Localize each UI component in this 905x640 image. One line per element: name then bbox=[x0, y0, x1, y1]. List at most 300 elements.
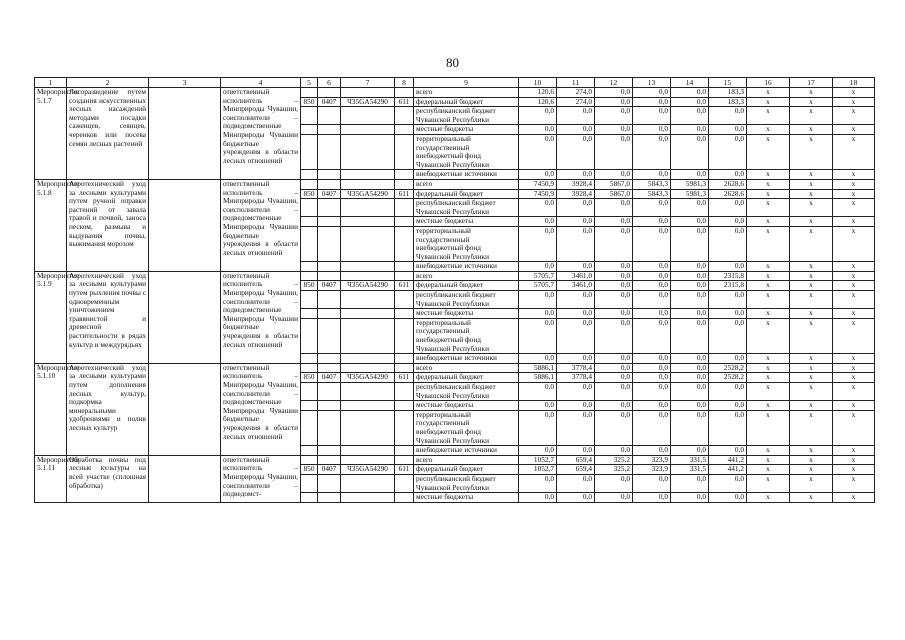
column-number-10: 10 bbox=[519, 78, 557, 88]
value-cell: x bbox=[747, 134, 790, 169]
budget-code-4: 611 bbox=[395, 465, 414, 475]
column-number-3: 3 bbox=[149, 78, 221, 88]
value-cell: 0,0 bbox=[633, 363, 671, 373]
code-cell bbox=[341, 291, 395, 309]
empty-cell bbox=[149, 179, 221, 271]
value-cell: 0,0 bbox=[633, 125, 671, 135]
value-cell: x bbox=[833, 134, 875, 169]
code-cell bbox=[318, 226, 341, 261]
column-numbers-row bbox=[35, 78, 875, 88]
funding-source: местные бюджеты bbox=[414, 125, 519, 135]
value-cell: 5843,3 bbox=[633, 179, 671, 189]
column-number-7: 7 bbox=[341, 78, 395, 88]
value-cell: 0,0 bbox=[671, 318, 709, 353]
value-cell: 0,0 bbox=[633, 474, 671, 492]
measure-id: Мероприятие 5.1.10 bbox=[35, 363, 67, 455]
funding-source: республиканский бюджет Чувашской Республики bbox=[414, 291, 519, 309]
funding-source: всего bbox=[414, 88, 519, 98]
measure-executor: ответственный исполнитель – Минприроды Чувашии, соисполнители – подведомственные Минприроды Чувашии бюджетные учреждения в области лесных отношений bbox=[221, 179, 301, 271]
funding-source: всего bbox=[414, 179, 519, 189]
value-cell: 5705,7 bbox=[519, 281, 557, 291]
value-cell: x bbox=[790, 271, 833, 281]
code-cell bbox=[341, 493, 395, 503]
value-cell: 0,0 bbox=[595, 493, 633, 503]
value-cell: x bbox=[833, 446, 875, 456]
value-cell: 659,4 bbox=[557, 465, 595, 475]
value-cell: 0,0 bbox=[519, 107, 557, 125]
code-cell bbox=[301, 262, 318, 272]
value-cell: 0,0 bbox=[595, 199, 633, 217]
budget-code-3: Ч35GA54290 bbox=[341, 281, 395, 291]
value-cell: 323,9 bbox=[633, 455, 671, 465]
value-cell: 0,0 bbox=[671, 373, 709, 383]
code-cell bbox=[318, 291, 341, 309]
value-cell: x bbox=[747, 262, 790, 272]
code-cell bbox=[301, 410, 318, 445]
value-cell: 0,0 bbox=[671, 383, 709, 401]
code-cell bbox=[301, 318, 318, 353]
value-cell: 0,0 bbox=[519, 383, 557, 401]
value-cell: 0,0 bbox=[709, 383, 747, 401]
page-number: 80 bbox=[446, 55, 459, 70]
value-cell: 0,0 bbox=[671, 401, 709, 411]
code-cell bbox=[318, 354, 341, 364]
code-cell bbox=[341, 401, 395, 411]
value-cell: 274,0 bbox=[557, 97, 595, 107]
value-cell: 0,0 bbox=[633, 97, 671, 107]
value-cell: 5981,3 bbox=[671, 179, 709, 189]
value-cell: x bbox=[790, 199, 833, 217]
value-cell: 0,0 bbox=[709, 309, 747, 319]
value-cell: 0,0 bbox=[519, 318, 557, 353]
value-cell: x bbox=[747, 179, 790, 189]
value-cell: x bbox=[747, 465, 790, 475]
code-cell bbox=[395, 107, 414, 125]
code-cell bbox=[301, 383, 318, 401]
code-cell bbox=[341, 446, 395, 456]
code-cell bbox=[301, 493, 318, 503]
value-cell: 0,0 bbox=[595, 217, 633, 227]
value-cell: 0,0 bbox=[595, 363, 633, 373]
table-row bbox=[35, 179, 875, 189]
code-cell bbox=[341, 217, 395, 227]
code-cell bbox=[318, 474, 341, 492]
code-cell bbox=[395, 493, 414, 503]
value-cell: x bbox=[747, 354, 790, 364]
value-cell: 0,0 bbox=[595, 271, 633, 281]
funding-source: территориальный государственный внебюджетный фонд Чувашской Республики bbox=[414, 318, 519, 353]
value-cell: x bbox=[790, 474, 833, 492]
value-cell: 0,0 bbox=[671, 410, 709, 445]
value-cell: 0,0 bbox=[633, 88, 671, 98]
value-cell: x bbox=[790, 309, 833, 319]
value-cell: 0,0 bbox=[671, 474, 709, 492]
code-cell bbox=[341, 262, 395, 272]
code-cell bbox=[301, 474, 318, 492]
measure-name: Агротехнический уход за лесными культурами путем дополнения лесных культур, подкормка минеральными удобрениями и полив лесных культур bbox=[67, 363, 149, 455]
value-cell: x bbox=[833, 189, 875, 199]
value-cell: x bbox=[747, 493, 790, 503]
value-cell: 0,0 bbox=[671, 226, 709, 261]
value-cell: 0,0 bbox=[633, 199, 671, 217]
value-cell: 0,0 bbox=[557, 318, 595, 353]
value-cell: 0,0 bbox=[709, 170, 747, 180]
budget-code-4: 611 bbox=[395, 373, 414, 383]
value-cell: x bbox=[747, 271, 790, 281]
value-cell: 0,0 bbox=[519, 134, 557, 169]
value-cell: x bbox=[747, 309, 790, 319]
value-cell: 0,0 bbox=[519, 354, 557, 364]
column-number-9: 9 bbox=[414, 78, 519, 88]
code-cell bbox=[395, 262, 414, 272]
value-cell: x bbox=[747, 217, 790, 227]
value-cell: 0,0 bbox=[709, 226, 747, 261]
value-cell: 0,0 bbox=[557, 217, 595, 227]
code-cell bbox=[318, 179, 341, 189]
code-cell bbox=[341, 226, 395, 261]
budget-code-3: Ч35GA54290 bbox=[341, 373, 395, 383]
budget-code-1: 850 bbox=[301, 465, 318, 475]
column-number-4: 4 bbox=[221, 78, 301, 88]
column-number-2: 2 bbox=[67, 78, 149, 88]
code-cell bbox=[318, 217, 341, 227]
value-cell: 0,0 bbox=[709, 134, 747, 169]
value-cell: 0,0 bbox=[671, 134, 709, 169]
value-cell: 0,0 bbox=[709, 262, 747, 272]
code-cell bbox=[395, 226, 414, 261]
value-cell: 0,0 bbox=[633, 281, 671, 291]
value-cell: x bbox=[747, 97, 790, 107]
funding-source: местные бюджеты bbox=[414, 217, 519, 227]
funding-source: федеральный бюджет bbox=[414, 97, 519, 107]
value-cell: x bbox=[747, 318, 790, 353]
code-cell bbox=[301, 446, 318, 456]
value-cell: 0,0 bbox=[709, 125, 747, 135]
value-cell: x bbox=[833, 318, 875, 353]
value-cell: 2315,8 bbox=[709, 271, 747, 281]
value-cell: 0,0 bbox=[671, 291, 709, 309]
value-cell: 0,0 bbox=[519, 474, 557, 492]
program-funding-table bbox=[34, 77, 875, 503]
value-cell: 120,6 bbox=[519, 97, 557, 107]
code-cell bbox=[341, 179, 395, 189]
value-cell: x bbox=[790, 363, 833, 373]
code-cell bbox=[318, 107, 341, 125]
code-cell bbox=[395, 446, 414, 456]
measure-executor: ответственный исполнитель – Минприроды Чувашии, соисполнители – подведомст- bbox=[221, 455, 301, 502]
value-cell: 0,0 bbox=[557, 291, 595, 309]
funding-source: местные бюджеты bbox=[414, 309, 519, 319]
value-cell: 0,0 bbox=[709, 217, 747, 227]
value-cell: 0,0 bbox=[671, 363, 709, 373]
value-cell: x bbox=[790, 179, 833, 189]
code-cell bbox=[341, 199, 395, 217]
budget-code-3: Ч35GA54290 bbox=[341, 97, 395, 107]
value-cell: 0,0 bbox=[633, 217, 671, 227]
value-cell: 0,0 bbox=[671, 309, 709, 319]
value-cell: 0,0 bbox=[519, 170, 557, 180]
value-cell: x bbox=[833, 363, 875, 373]
value-cell: 325,2 bbox=[595, 455, 633, 465]
value-cell: 0,0 bbox=[709, 446, 747, 456]
value-cell: x bbox=[790, 134, 833, 169]
column-number-5: 5 bbox=[301, 78, 318, 88]
budget-code-1: 850 bbox=[301, 373, 318, 383]
funding-source: республиканский бюджет Чувашской Республики bbox=[414, 199, 519, 217]
value-cell: 0,0 bbox=[519, 401, 557, 411]
code-cell bbox=[318, 88, 341, 98]
value-cell: 0,0 bbox=[595, 383, 633, 401]
value-cell: x bbox=[747, 401, 790, 411]
funding-source: внебюджетные источники bbox=[414, 262, 519, 272]
funding-source: республиканский бюджет Чувашской Республики bbox=[414, 107, 519, 125]
value-cell: x bbox=[747, 226, 790, 261]
code-cell bbox=[301, 107, 318, 125]
value-cell: x bbox=[747, 88, 790, 98]
code-cell bbox=[301, 309, 318, 319]
value-cell: 0,0 bbox=[671, 271, 709, 281]
value-cell: 0,0 bbox=[519, 226, 557, 261]
measure-name: Обработка почвы под лесные культуры на всей участке (сплошная обработка) bbox=[67, 455, 149, 502]
measure-name: Агротехнический уход за лесными культурами путем ручной оправки растений от завала травой и почвой, заноса песком, размыва и выдувания почвы, выжимания морозом bbox=[67, 179, 149, 271]
code-cell bbox=[301, 199, 318, 217]
value-cell: 0,0 bbox=[557, 401, 595, 411]
budget-code-1: 850 bbox=[301, 97, 318, 107]
value-cell: x bbox=[747, 107, 790, 125]
value-cell: 3928,4 bbox=[557, 189, 595, 199]
code-cell bbox=[318, 199, 341, 217]
code-cell bbox=[395, 199, 414, 217]
value-cell: 0,0 bbox=[557, 170, 595, 180]
value-cell: 0,0 bbox=[595, 107, 633, 125]
code-cell bbox=[301, 125, 318, 135]
value-cell: 0,0 bbox=[633, 134, 671, 169]
value-cell: x bbox=[833, 474, 875, 492]
code-cell bbox=[341, 125, 395, 135]
budget-code-3: Ч35GA54290 bbox=[341, 189, 395, 199]
value-cell: x bbox=[747, 455, 790, 465]
code-cell bbox=[341, 354, 395, 364]
funding-source: республиканский бюджет Чувашской Республики bbox=[414, 383, 519, 401]
value-cell: 0,0 bbox=[557, 354, 595, 364]
value-cell: 0,0 bbox=[671, 446, 709, 456]
value-cell: x bbox=[790, 373, 833, 383]
value-cell: 7450,9 bbox=[519, 179, 557, 189]
table-row bbox=[35, 88, 875, 98]
code-cell bbox=[301, 354, 318, 364]
funding-source: федеральный бюджет bbox=[414, 281, 519, 291]
measure-id: Мероприятие 5.1.7 bbox=[35, 88, 67, 180]
value-cell: x bbox=[833, 226, 875, 261]
value-cell: 0,0 bbox=[519, 217, 557, 227]
value-cell: 0,0 bbox=[671, 170, 709, 180]
value-cell: 0,0 bbox=[671, 354, 709, 364]
value-cell: x bbox=[833, 291, 875, 309]
funding-source: федеральный бюджет bbox=[414, 189, 519, 199]
value-cell: x bbox=[747, 281, 790, 291]
measure-executor: ответственный исполнитель – Минприроды Чувашии, соисполнители – подведомственные Минприроды Чувашии бюджетные учреждения в области лесных отношений bbox=[221, 363, 301, 455]
code-cell bbox=[301, 88, 318, 98]
value-cell: 0,0 bbox=[633, 354, 671, 364]
value-cell: 0,0 bbox=[671, 281, 709, 291]
table-header bbox=[35, 78, 875, 88]
value-cell: x bbox=[747, 291, 790, 309]
value-cell: x bbox=[790, 226, 833, 261]
value-cell: 323,9 bbox=[633, 465, 671, 475]
code-cell bbox=[395, 134, 414, 169]
column-number-14: 14 bbox=[671, 78, 709, 88]
value-cell: 0,0 bbox=[595, 474, 633, 492]
code-cell bbox=[395, 354, 414, 364]
empty-cell bbox=[149, 363, 221, 455]
budget-code-2: 0407 bbox=[318, 373, 341, 383]
value-cell: 183,3 bbox=[709, 97, 747, 107]
code-cell bbox=[341, 88, 395, 98]
empty-cell bbox=[149, 88, 221, 180]
value-cell: 3461,0 bbox=[557, 271, 595, 281]
value-cell: 0,0 bbox=[633, 107, 671, 125]
code-cell bbox=[341, 107, 395, 125]
funding-source: всего bbox=[414, 363, 519, 373]
code-cell bbox=[318, 410, 341, 445]
value-cell: x bbox=[790, 455, 833, 465]
measure-id: Мероприятие 5.1.9 bbox=[35, 271, 67, 363]
column-number-16: 16 bbox=[747, 78, 790, 88]
code-cell bbox=[301, 179, 318, 189]
value-cell: x bbox=[790, 291, 833, 309]
code-cell bbox=[318, 383, 341, 401]
value-cell: 0,0 bbox=[633, 262, 671, 272]
code-cell bbox=[318, 170, 341, 180]
code-cell bbox=[318, 446, 341, 456]
value-cell: x bbox=[833, 383, 875, 401]
value-cell: x bbox=[747, 189, 790, 199]
code-cell bbox=[318, 401, 341, 411]
value-cell: x bbox=[833, 271, 875, 281]
value-cell: 325,2 bbox=[595, 465, 633, 475]
column-number-8: 8 bbox=[395, 78, 414, 88]
value-cell: 0,0 bbox=[709, 199, 747, 217]
value-cell: x bbox=[833, 373, 875, 383]
code-cell bbox=[318, 493, 341, 503]
value-cell: x bbox=[790, 318, 833, 353]
value-cell: 441,2 bbox=[709, 455, 747, 465]
code-cell bbox=[395, 474, 414, 492]
funding-source: территориальный государственный внебюджетный фонд Чувашской Республики bbox=[414, 134, 519, 169]
value-cell: 331,5 bbox=[671, 465, 709, 475]
value-cell: x bbox=[833, 410, 875, 445]
value-cell: 0,0 bbox=[709, 401, 747, 411]
value-cell: 0,0 bbox=[595, 309, 633, 319]
value-cell: 0,0 bbox=[709, 291, 747, 309]
value-cell: 2315,8 bbox=[709, 281, 747, 291]
value-cell: x bbox=[790, 107, 833, 125]
value-cell: x bbox=[833, 217, 875, 227]
value-cell: 0,0 bbox=[671, 262, 709, 272]
value-cell: 0,0 bbox=[633, 410, 671, 445]
value-cell: 5867,0 bbox=[595, 179, 633, 189]
measure-executor: ответственный исполнитель – Минприроды Чувашии, соисполнители – подведомственные Минприроды Чувашии бюджетные учреждения в области лесных отношений bbox=[221, 271, 301, 363]
column-number-11: 11 bbox=[557, 78, 595, 88]
value-cell: 441,2 bbox=[709, 465, 747, 475]
budget-code-2: 0407 bbox=[318, 97, 341, 107]
value-cell: 0,0 bbox=[557, 199, 595, 217]
value-cell: 0,0 bbox=[671, 125, 709, 135]
value-cell: 0,0 bbox=[671, 493, 709, 503]
value-cell: 0,0 bbox=[557, 107, 595, 125]
value-cell: x bbox=[790, 493, 833, 503]
value-cell: 0,0 bbox=[595, 373, 633, 383]
value-cell: 0,0 bbox=[709, 493, 747, 503]
value-cell: 0,0 bbox=[595, 354, 633, 364]
value-cell: 5886,1 bbox=[519, 363, 557, 373]
code-cell bbox=[301, 170, 318, 180]
value-cell: 0,0 bbox=[519, 446, 557, 456]
value-cell: 0,0 bbox=[671, 88, 709, 98]
value-cell: 5867,0 bbox=[595, 189, 633, 199]
value-cell: 120,6 bbox=[519, 88, 557, 98]
value-cell: x bbox=[747, 474, 790, 492]
value-cell: 0,0 bbox=[633, 309, 671, 319]
value-cell: x bbox=[747, 410, 790, 445]
value-cell: x bbox=[790, 125, 833, 135]
value-cell: 1052,7 bbox=[519, 465, 557, 475]
value-cell: 0,0 bbox=[595, 318, 633, 353]
code-cell bbox=[301, 134, 318, 169]
value-cell: 0,0 bbox=[633, 226, 671, 261]
value-cell: 0,0 bbox=[709, 318, 747, 353]
column-number-15: 15 bbox=[709, 78, 747, 88]
value-cell: 0,0 bbox=[595, 446, 633, 456]
value-cell: x bbox=[833, 309, 875, 319]
value-cell: x bbox=[747, 373, 790, 383]
funding-source: республиканский бюджет Чувашской Республики bbox=[414, 474, 519, 492]
value-cell: x bbox=[833, 262, 875, 272]
value-cell: x bbox=[790, 88, 833, 98]
empty-cell bbox=[149, 455, 221, 502]
code-cell bbox=[395, 401, 414, 411]
code-cell bbox=[395, 125, 414, 135]
value-cell: 0,0 bbox=[557, 493, 595, 503]
empty-cell bbox=[149, 271, 221, 363]
value-cell: 0,0 bbox=[633, 271, 671, 281]
code-cell bbox=[395, 179, 414, 189]
value-cell: 2528,2 bbox=[709, 363, 747, 373]
value-cell: 0,0 bbox=[519, 291, 557, 309]
value-cell: 1052,7 bbox=[519, 455, 557, 465]
value-cell: 0,0 bbox=[557, 125, 595, 135]
value-cell: 0,0 bbox=[709, 354, 747, 364]
code-cell bbox=[341, 410, 395, 445]
value-cell: x bbox=[833, 107, 875, 125]
value-cell: 0,0 bbox=[519, 199, 557, 217]
value-cell: 0,0 bbox=[633, 291, 671, 309]
value-cell: x bbox=[790, 97, 833, 107]
value-cell: x bbox=[747, 199, 790, 217]
value-cell: 0,0 bbox=[709, 107, 747, 125]
code-cell bbox=[301, 226, 318, 261]
value-cell: 0,0 bbox=[595, 410, 633, 445]
value-cell: x bbox=[833, 493, 875, 503]
value-cell: x bbox=[790, 446, 833, 456]
code-cell bbox=[395, 291, 414, 309]
value-cell: 659,4 bbox=[557, 455, 595, 465]
value-cell: 0,0 bbox=[519, 309, 557, 319]
funding-source: внебюджетные источники bbox=[414, 354, 519, 364]
value-cell: 0,0 bbox=[709, 474, 747, 492]
code-cell bbox=[341, 134, 395, 169]
code-cell bbox=[395, 410, 414, 445]
